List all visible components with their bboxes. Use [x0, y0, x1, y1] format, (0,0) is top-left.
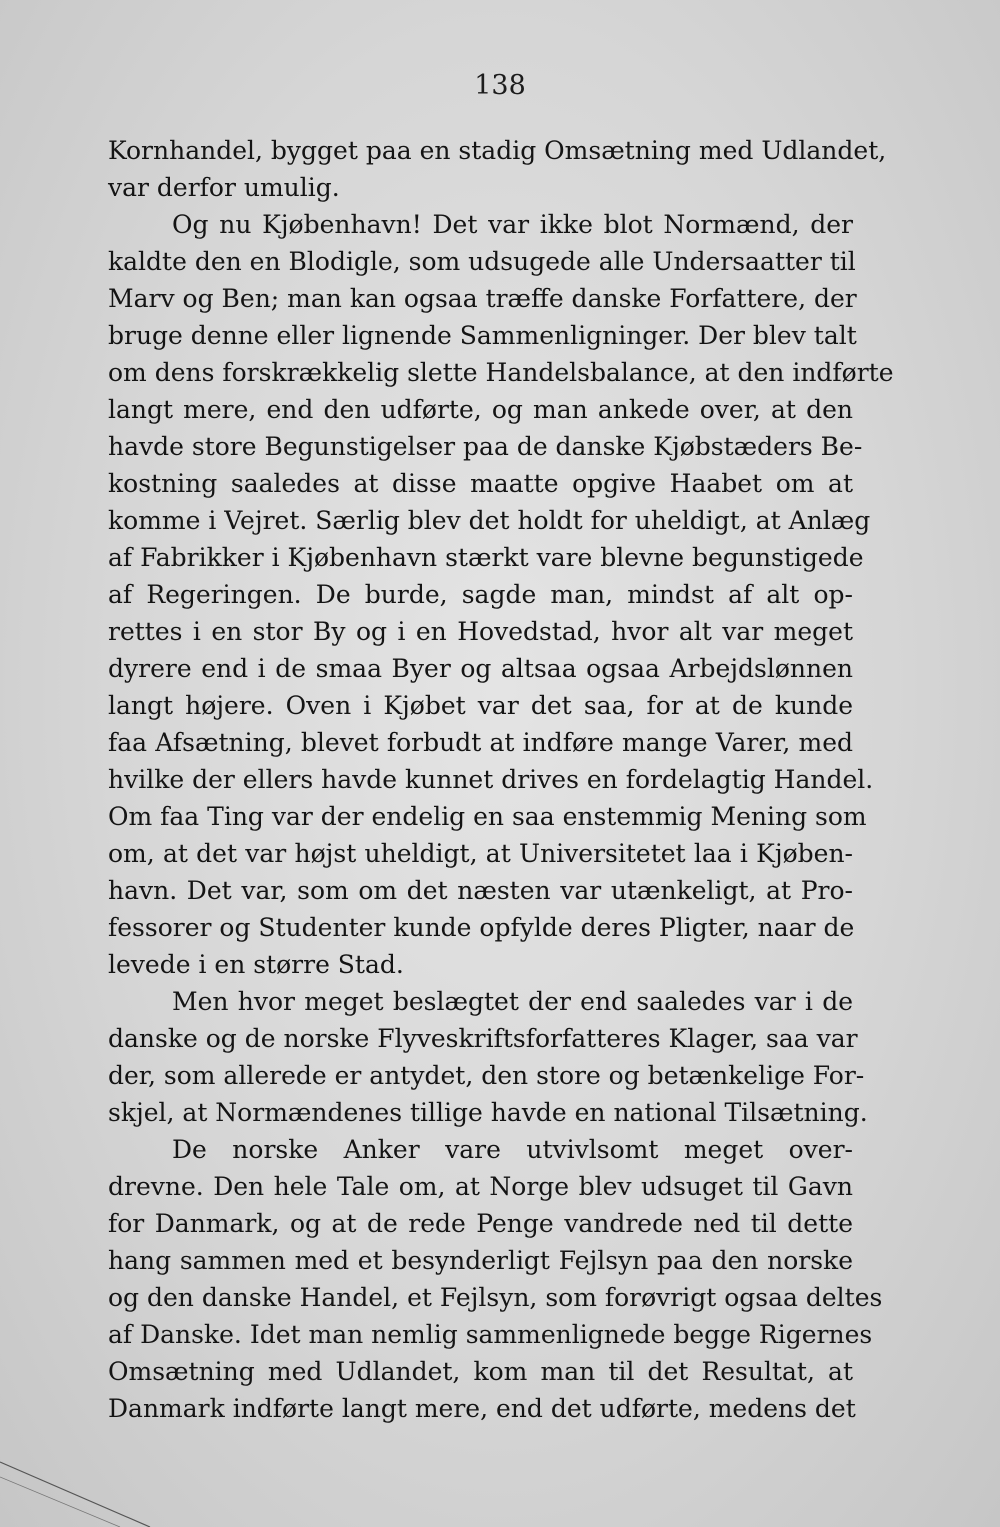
text-line: langt højere. Oven i Kjøbet var det saa, for at de kunde — [108, 691, 853, 720]
text-line: bruge denne eller lignende Sammenligninger. Der blev talt — [108, 321, 857, 350]
text-line: om, at det var højst uheldigt, at Universitetet laa i Kjøben- — [108, 839, 853, 868]
text-line: der, som allerede er antydet, den store og betænkelige For- — [108, 1061, 865, 1090]
text-line: kostning saaledes at disse maatte opgive Haabet om at — [108, 469, 853, 498]
text-line: af Fabrikker i Kjøbenhavn stærkt vare blevne begunstigede — [108, 543, 864, 572]
text-line: rettes i en stor By og i en Hovedstad, hvor alt var meget — [108, 617, 853, 646]
text-line: Danmark indførte langt mere, end det udførte, medens det — [108, 1394, 856, 1423]
text-line: dyrere end i de smaa Byer og altsaa ogsaa Arbejdslønnen — [108, 654, 853, 683]
text-line: drevne. Den hele Tale om, at Norge blev udsuget til Gavn — [108, 1172, 853, 1201]
text-line: og den danske Handel, et Fejlsyn, som forøvrigt ogsaa deltes — [108, 1283, 883, 1312]
text-line: komme i Vejret. Særlig blev det holdt for uheldigt, at Anlæg — [108, 506, 871, 535]
text-line: Marv og Ben; man kan ogsaa træffe danske Forfattere, der — [108, 284, 857, 313]
text-line: af Danske. Idet man nemlig sammenlignede begge Rigernes — [108, 1320, 873, 1349]
text-line: Om faa Ting var der endelig en saa enstemmig Mening som — [108, 802, 867, 831]
paragraph-start-line: De norske Anker vare utvivlsomt meget over- — [172, 1135, 853, 1164]
text-line: hang sammen med et besynderligt Fejlsyn paa den norske — [108, 1246, 853, 1275]
text-line: hvilke der ellers havde kunnet drives en fordelagtig Handel. — [108, 765, 874, 794]
text-line: kaldte den en Blodigle, som udsugede alle Undersaatter til — [108, 247, 856, 276]
page-corner-fold-mark — [0, 1407, 160, 1527]
body-text — [108, 132, 894, 1427]
paragraph-start-line: Og nu Kjøbenhavn! Det var ikke blot Normænd, der — [172, 210, 853, 239]
text-line: for Danmark, og at de rede Penge vandrede ned til dette — [108, 1209, 853, 1238]
text-line: langt mere, end den udførte, og man ankede over, at den — [108, 395, 853, 424]
text-line: fessorer og Studenter kunde opfylde deres Pligter, naar de — [108, 913, 855, 942]
text-line: danske og de norske Flyveskriftsforfatteres Klager, saa var — [108, 1024, 858, 1053]
page-number: 138 — [474, 70, 526, 101]
text-line: levede i en større Stad. — [108, 950, 404, 979]
text-line: af Regeringen. De burde, sagde man, mindst af alt op- — [108, 580, 853, 609]
text-line: havde store Begunstigelser paa de danske Kjøbstæders Be- — [108, 432, 863, 461]
text-line: Kornhandel, bygget paa en stadig Omsætning med Udlandet, — [108, 136, 887, 165]
text-line: Omsætning med Udlandet, kom man til det Resultat, at — [108, 1357, 853, 1386]
text-line: faa Afsætning, blevet forbudt at indføre mange Varer, med — [108, 728, 853, 757]
paragraph-start-line: Men hvor meget beslægtet der end saaledes var i de — [172, 987, 853, 1016]
text-line: havn. Det var, som om det næsten var utænkeligt, at Pro- — [108, 876, 853, 905]
text-line: var derfor umulig. — [108, 173, 340, 202]
text-line: om dens forskrækkelig slette Handelsbalance, at den indførte — [108, 358, 894, 387]
text-line: skjel, at Normændenes tillige havde en national Tilsætning. — [108, 1098, 868, 1127]
